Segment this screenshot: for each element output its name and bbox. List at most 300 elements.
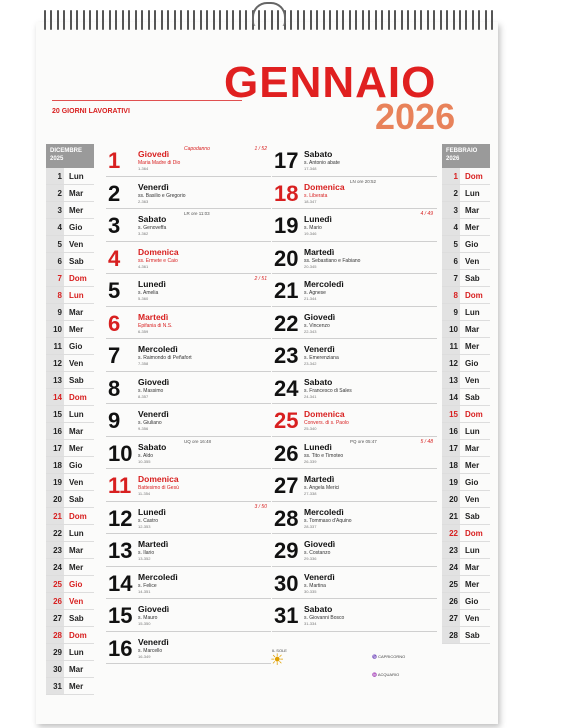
day-count: 6-359	[138, 328, 149, 334]
day-number: 11	[108, 473, 132, 498]
sidebar-day-row	[46, 270, 94, 287]
sidebar-day-row	[442, 219, 490, 236]
spiral-ring	[226, 10, 228, 30]
weekday-name: Mercoledì	[138, 571, 178, 582]
spiral-ring	[310, 10, 312, 30]
sidebar-day-row	[46, 423, 94, 440]
sidebar-day-name: Ven	[465, 256, 480, 266]
sidebar-day-name: Gio	[465, 596, 479, 606]
sidebar-day-name: Lun	[69, 290, 84, 300]
spiral-ring	[323, 10, 325, 30]
spiral-ring	[407, 10, 409, 30]
zodiac-sun-box	[270, 648, 440, 688]
sidebar-day-number: 18	[442, 457, 460, 473]
day-cell	[272, 599, 437, 632]
sidebar-day-name: Mer	[465, 460, 480, 470]
day-cell	[106, 144, 271, 177]
sidebar-day-row	[46, 610, 94, 627]
sidebar-day-row	[46, 338, 94, 355]
sidebar-day-name: Lun	[465, 545, 480, 555]
spiral-ring	[362, 10, 364, 30]
weekday-name: Domenica	[304, 409, 345, 419]
weekday-name: Lunedì	[138, 506, 166, 517]
holiday-label: Capodanno	[184, 146, 210, 152]
day-number: 8	[108, 375, 121, 401]
saint-name: s. Castro	[138, 517, 159, 524]
sidebar-day-row	[46, 355, 94, 372]
sidebar-day-number: 6	[442, 253, 460, 269]
sidebar-day-row	[442, 270, 490, 287]
day-count: 14-351	[138, 588, 151, 594]
day-number: 29	[274, 538, 299, 563]
sidebar-day-number: 16	[442, 423, 460, 439]
sidebar-day-row	[442, 287, 490, 304]
sidebar-day-number: 1	[46, 168, 64, 184]
saint-name: s. Marcello	[138, 647, 163, 654]
day-cell	[272, 339, 437, 372]
sidebar-day-name: Dom	[465, 171, 483, 181]
week-number: 3 / 50	[254, 503, 267, 510]
january-days-17-31	[272, 144, 437, 632]
sidebar-day-row	[442, 627, 490, 644]
sidebar-day-name: Sab	[465, 273, 480, 283]
weekday-name: Mercoledì	[304, 506, 344, 517]
saint-name: s. Liberata	[304, 192, 328, 199]
day-number: 28	[274, 505, 299, 531]
weekday-name: Domenica	[138, 246, 179, 257]
day-count: 10-355	[138, 458, 151, 464]
saint-name: Maria Madre di Dio	[138, 160, 181, 166]
saint-name: s. Angela Merici	[304, 485, 340, 491]
spiral-ring	[297, 10, 299, 30]
day-cell	[106, 177, 271, 210]
day-count: 20-345	[304, 263, 317, 269]
weekday-name: Lunedì	[304, 214, 332, 224]
spiral-ring	[70, 10, 72, 30]
sidebar-day-name: Dom	[69, 392, 87, 402]
day-count: 5-360	[138, 296, 149, 301]
sidebar-day-name: Mar	[465, 205, 480, 215]
sidebar-day-number: 4	[442, 219, 460, 235]
sidebar-day-name: Dom	[465, 409, 483, 419]
workdays-label: 20 GIORNI LAVORATIVI	[52, 108, 130, 115]
saint-name: Battesimo di Gesù	[138, 485, 179, 491]
day-number: 15	[108, 603, 133, 628]
day-number: 22	[274, 310, 299, 336]
day-cell	[272, 437, 437, 470]
spiral-ring	[96, 10, 98, 30]
sidebar-day-row	[46, 168, 94, 185]
weekday-name: Domenica	[304, 181, 345, 192]
day-cell	[106, 534, 271, 567]
saint-name: s. Amelia	[138, 290, 159, 296]
sidebar-day-number: 20	[46, 491, 64, 507]
sidebar-day-number: 28	[442, 627, 460, 643]
sidebar-day-row	[442, 559, 490, 576]
spiral-ring	[336, 10, 338, 30]
header-rule	[52, 100, 242, 101]
sidebar-day-name: Gio	[465, 358, 479, 368]
sidebar-day-row	[46, 219, 94, 236]
saint-name: s. Martina	[304, 582, 326, 589]
sidebar-day-number: 10	[442, 321, 460, 337]
weekday-name: Giovedì	[138, 604, 170, 614]
sidebar-day-name: Gio	[69, 460, 83, 470]
spiral-ring	[115, 10, 117, 30]
weekday-name: Sabato	[138, 441, 167, 452]
sidebar-day-number: 7	[46, 270, 64, 286]
sidebar-day-row	[46, 287, 94, 304]
day-count: 18-347	[304, 198, 317, 204]
day-number: 9	[108, 408, 121, 433]
saint-name: ss. Basilio e Gregorio	[138, 192, 186, 199]
sidebar-day-row	[46, 644, 94, 661]
sidebar-day-name: Mar	[69, 664, 84, 674]
weekday-name: Giovedì	[138, 149, 170, 159]
day-cell	[106, 242, 271, 275]
next-month-header: FEBBRAIO 2026	[442, 144, 490, 168]
sidebar-day-number: 23	[442, 542, 460, 558]
day-count: 9-356	[138, 426, 149, 431]
spiral-ring	[109, 10, 111, 30]
saint-name: ss. Tito e Timoteo	[304, 452, 344, 459]
spiral-ring	[174, 10, 176, 30]
sidebar-day-row	[46, 253, 94, 270]
spiral-ring	[83, 10, 85, 30]
weekday-name: Mercoledì	[304, 279, 344, 289]
day-cell	[106, 274, 271, 307]
weekday-name: Martedì	[138, 539, 169, 549]
sidebar-day-number: 24	[46, 559, 64, 575]
sidebar-day-name: Mar	[465, 324, 480, 334]
week-number: 4 / 49	[420, 211, 433, 217]
sidebar-day-row	[442, 474, 490, 491]
sidebar-day-name: Mar	[465, 443, 480, 453]
sidebar-day-name: Lun	[465, 426, 480, 436]
sidebar-day-number: 10	[46, 321, 64, 337]
sidebar-day-name: Dom	[69, 630, 87, 640]
spiral-ring	[465, 10, 467, 30]
sidebar-day-number: 21	[46, 508, 64, 524]
sidebar-day-number: 14	[442, 389, 460, 405]
sidebar-day-row	[46, 185, 94, 202]
day-cell	[272, 177, 437, 210]
sidebar-day-number: 11	[46, 338, 64, 354]
month-title: GENNAIO	[224, 58, 437, 107]
saint-name: Convers. di s. Paolo	[304, 420, 349, 426]
day-cell	[272, 502, 437, 535]
weekday-name: Mercoledì	[138, 344, 178, 354]
weekday-name: Sabato	[304, 376, 333, 387]
spiral-ring	[420, 10, 422, 30]
sidebar-day-number: 3	[442, 202, 460, 218]
sidebar-day-name: Sab	[69, 375, 84, 385]
sidebar-day-name: Sab	[69, 613, 84, 623]
sidebar-day-row	[46, 542, 94, 559]
spiral-ring	[63, 10, 65, 30]
spiral-ring	[459, 10, 461, 30]
day-number: 24	[274, 375, 299, 401]
spiral-ring	[245, 10, 247, 30]
sidebar-day-name: Ven	[465, 494, 480, 504]
sidebar-day-row	[442, 372, 490, 389]
sidebar-day-number: 5	[46, 236, 64, 252]
sidebar-day-name: Lun	[465, 307, 480, 317]
sidebar-day-row	[442, 542, 490, 559]
saint-name: ss. Ermete e Caio	[138, 257, 178, 264]
sidebar-day-name: Gio	[465, 239, 479, 249]
saint-name: s. Costanzo	[304, 550, 331, 556]
sidebar-day-row	[46, 321, 94, 338]
day-number: 12	[108, 505, 133, 531]
saint-name: s. Mauro	[138, 615, 158, 621]
sidebar-day-number: 18	[46, 457, 64, 473]
sidebar-day-row	[442, 253, 490, 270]
sidebar-day-number: 12	[442, 355, 460, 371]
sidebar-day-name: Gio	[465, 477, 479, 487]
spiral-ring	[303, 10, 305, 30]
spiral-ring	[472, 10, 474, 30]
sidebar-day-row	[442, 202, 490, 219]
weekday-name: Martedì	[304, 246, 335, 257]
sidebar-day-number: 11	[442, 338, 460, 354]
weekday-name: Lunedì	[138, 279, 166, 289]
day-count: 22-343	[304, 328, 317, 334]
sidebar-day-row	[46, 372, 94, 389]
spiral-ring	[57, 10, 59, 30]
sidebar-day-name: Ven	[69, 239, 84, 249]
sidebar-day-name: Dom	[69, 273, 87, 283]
saint-name: ss. Sebastiano e Fabiano	[304, 257, 361, 264]
moon-phase: LN ore 20:52	[350, 178, 377, 184]
sidebar-day-name: Lun	[69, 528, 84, 538]
day-cell	[106, 437, 271, 470]
spiral-ring	[187, 10, 189, 30]
day-count: 21-344	[304, 296, 317, 301]
sidebar-day-name: Dom	[69, 511, 87, 521]
saint-name: s. Vincenzo	[304, 322, 330, 329]
sidebar-day-row	[442, 389, 490, 406]
sidebar-day-number: 25	[46, 576, 64, 592]
day-cell	[272, 372, 437, 405]
spiral-ring	[44, 10, 46, 30]
day-count: 24-341	[304, 393, 317, 399]
day-number: 17	[274, 148, 299, 173]
sidebar-day-row	[46, 661, 94, 678]
sidebar-day-row	[46, 474, 94, 491]
sidebar-day-number: 25	[442, 576, 460, 592]
day-count: 4-361	[138, 263, 149, 269]
sidebar-day-row	[46, 576, 94, 593]
day-cell	[272, 307, 437, 340]
sidebar-day-row	[46, 457, 94, 474]
saint-name: s. Emerenziana	[304, 355, 339, 361]
hanger-hook	[252, 2, 286, 26]
week-number: 5 / 48	[420, 438, 433, 445]
week-number: 1 / 52	[254, 146, 267, 152]
weekday-name: Venerdì	[304, 344, 335, 354]
sidebar-day-name: Mer	[465, 222, 480, 232]
spiral-ring	[213, 10, 215, 30]
sidebar-day-name: Lun	[69, 171, 84, 181]
spiral-ring	[180, 10, 182, 30]
day-cell	[272, 144, 437, 177]
sidebar-day-row	[46, 593, 94, 610]
spiral-ring	[433, 10, 435, 30]
next-month-column	[442, 144, 490, 644]
saint-name: s. Mario	[304, 225, 322, 231]
day-number: 27	[274, 473, 299, 498]
weekday-name: Domenica	[138, 474, 179, 484]
spiral-ring	[401, 10, 403, 30]
spiral-ring	[232, 10, 234, 30]
day-count: 12-353	[138, 523, 151, 529]
day-count: 31-334	[304, 621, 317, 626]
day-count: 8-357	[138, 393, 149, 399]
sidebar-day-row	[442, 236, 490, 253]
spiral-ring	[200, 10, 202, 30]
sidebar-day-name: Gio	[69, 341, 83, 351]
moon-phase: LR ore 11:03	[184, 211, 210, 216]
day-number: 25	[274, 408, 299, 433]
saint-name: s. Genoveffa	[138, 225, 167, 231]
spiral-ring	[128, 10, 130, 30]
sidebar-day-number: 7	[442, 270, 460, 286]
sidebar-day-number: 17	[46, 440, 64, 456]
day-number: 10	[108, 440, 133, 466]
day-number: 5	[108, 278, 121, 303]
sidebar-day-name: Sab	[465, 392, 480, 402]
sidebar-day-name: Mer	[69, 681, 84, 691]
sidebar-day-number: 21	[442, 508, 460, 524]
sidebar-day-name: Mar	[69, 188, 84, 198]
day-count: 3-362	[138, 231, 149, 236]
sidebar-day-number: 28	[46, 627, 64, 643]
sidebar-day-row	[442, 185, 490, 202]
sidebar-day-row	[46, 559, 94, 576]
day-number: 4	[108, 245, 121, 271]
sidebar-day-number: 31	[46, 678, 64, 694]
day-cell	[106, 632, 271, 665]
spiral-ring	[167, 10, 169, 30]
sidebar-day-name: Mar	[69, 426, 84, 436]
sidebar-day-number: 12	[46, 355, 64, 371]
weekday-name: Martedì	[138, 311, 169, 322]
day-number: 1	[108, 148, 121, 173]
day-number: 16	[108, 635, 133, 661]
day-cell	[106, 469, 271, 502]
sidebar-day-number: 14	[46, 389, 64, 405]
sidebar-day-row	[442, 168, 490, 185]
day-count: 11-354	[138, 491, 151, 496]
spiral-ring	[329, 10, 331, 30]
prev-month-header: DICEMBRE 2025	[46, 144, 94, 168]
spiral-ring	[478, 10, 480, 30]
sidebar-day-name: Sab	[69, 494, 84, 504]
sidebar-day-row	[46, 236, 94, 253]
day-number: 14	[108, 570, 133, 596]
sidebar-day-name: Lun	[465, 188, 480, 198]
aquarius-sign: ♒ ACQUARIO	[372, 672, 400, 677]
sidebar-day-number: 1	[442, 168, 460, 184]
day-count: 17-348	[304, 166, 317, 171]
saint-name: s. Agnese	[304, 290, 326, 296]
capricorn-sign: ♑ CAPRICORNO	[372, 654, 406, 659]
day-count: 28-337	[304, 523, 317, 529]
day-count: 16-349	[138, 653, 151, 659]
sidebar-day-number: 6	[46, 253, 64, 269]
day-cell	[272, 469, 437, 502]
spiral-ring	[355, 10, 357, 30]
sidebar-day-row	[442, 457, 490, 474]
day-count: 1-364	[138, 166, 149, 171]
sidebar-day-number: 19	[46, 474, 64, 490]
spiral-ring	[349, 10, 351, 30]
sidebar-day-number: 17	[442, 440, 460, 456]
sidebar-day-name: Dom	[465, 528, 483, 538]
sidebar-day-row	[442, 576, 490, 593]
sidebar-day-number: 20	[442, 491, 460, 507]
day-number: 23	[274, 343, 299, 368]
day-cell	[106, 307, 271, 340]
day-number: 6	[108, 310, 121, 336]
sidebar-day-number: 15	[46, 406, 64, 422]
sidebar-day-name: Mar	[465, 562, 480, 572]
spiral-ring	[76, 10, 78, 30]
sidebar-day-number: 26	[46, 593, 64, 609]
sidebar-day-number: 22	[442, 525, 460, 541]
spiral-ring	[446, 10, 448, 30]
sidebar-day-name: Mar	[69, 307, 84, 317]
day-count: 25-340	[304, 426, 317, 431]
spiral-ring	[440, 10, 442, 30]
day-number: 31	[274, 603, 299, 628]
spiral-ring	[388, 10, 390, 30]
saint-name: s. Ilario	[138, 550, 155, 556]
sidebar-day-number: 19	[442, 474, 460, 490]
day-number: 2	[108, 180, 121, 206]
spiral-ring	[193, 10, 195, 30]
spiral-ring	[427, 10, 429, 30]
day-cell	[272, 209, 437, 242]
spiral-ring	[414, 10, 416, 30]
spiral-ring	[342, 10, 344, 30]
sun-icon: ☀	[270, 652, 285, 669]
spiral-ring	[375, 10, 377, 30]
sidebar-day-name: Mer	[69, 205, 84, 215]
sidebar-day-number: 27	[442, 610, 460, 626]
sidebar-day-name: Gio	[69, 222, 83, 232]
day-number: 19	[274, 213, 299, 238]
spiral-ring	[141, 10, 143, 30]
sidebar-day-row	[442, 610, 490, 627]
sidebar-day-row	[46, 389, 94, 406]
weekday-name: Martedì	[304, 474, 335, 484]
day-cell	[106, 209, 271, 242]
sidebar-day-row	[442, 321, 490, 338]
sidebar-day-number: 9	[442, 304, 460, 320]
sidebar-day-number: 27	[46, 610, 64, 626]
saint-name: s. Felice	[138, 582, 157, 589]
sidebar-day-row	[442, 593, 490, 610]
sidebar-day-name: Mer	[69, 443, 84, 453]
spiral-ring	[89, 10, 91, 30]
sidebar-day-row	[46, 678, 94, 695]
sidebar-day-name: Mer	[69, 324, 84, 334]
sidebar-day-row	[46, 491, 94, 508]
day-count: 27-338	[304, 491, 317, 496]
spiral-ring	[239, 10, 241, 30]
